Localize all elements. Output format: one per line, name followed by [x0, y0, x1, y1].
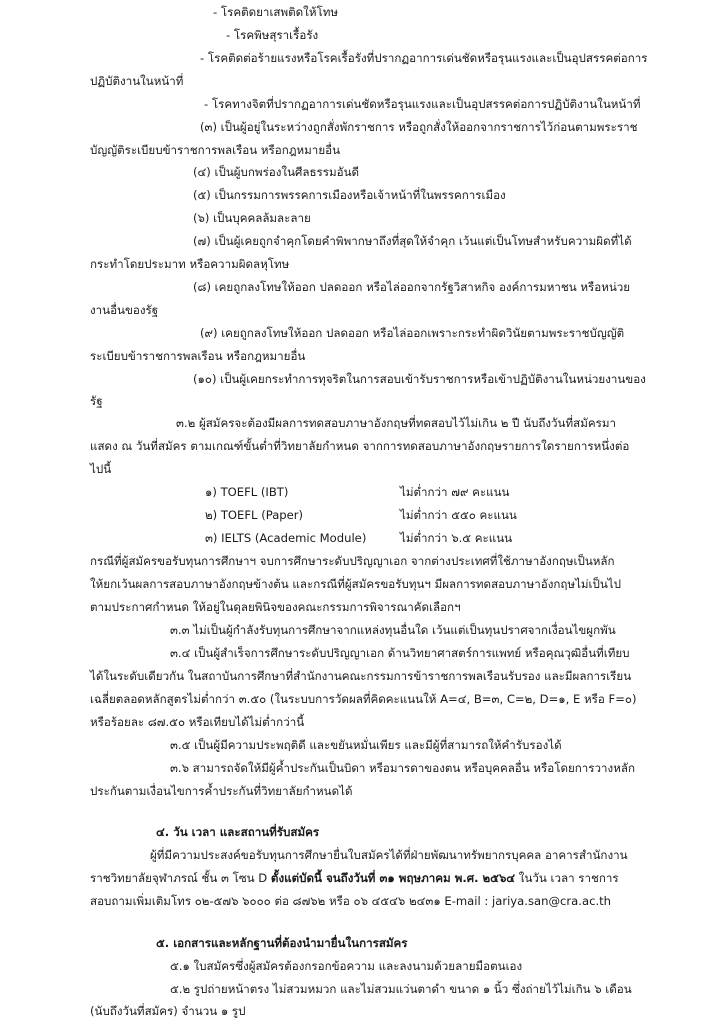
- english-exemption: กรณีที่ผู้สมัครขอรับทุนการศึกษาฯ จบการศึกษาระดับปริญญาเอก จากต่างประเทศที่ใช้ภาษาอังกฤษเป็นหลัก: [90, 554, 615, 568]
- disease-item-contagious-cont: ปฏิบัติงานในหน้าที่: [90, 74, 184, 88]
- english-exemption-cont: ให้ยกเว้นผลการสอบภาษาอังกฤษข้างต้น และกรณีที่ผู้สมัครขอรับทุนฯ มีผลการทดสอบภาษาอังกฤษไม่เป็นไป: [90, 577, 621, 591]
- document-item-5-1: ๕.๑ ใบสมัครซึ่งผู้สมัครต้องกรอกข้อความ และลงนามด้วยลายมือตนเอง: [170, 959, 523, 973]
- disqual-item-4: (๔) เป็นผู้บกพร่องในศีลธรรมอันดี: [193, 165, 360, 179]
- section-4-hours: ในวัน เวลา ราชการ: [515, 871, 619, 885]
- requirement-3-3: ๓.๓ ไม่เป็นผู้กำลังรับทุนการศึกษาจากแหล่งทุนอื่นใด เว้นแต่เป็นทุนปราศจากเงื่อนไขผูกพัน: [170, 623, 616, 637]
- test-min-score: ไม่ต่ำกว่า ๗๙ คะแนน: [400, 485, 510, 499]
- english-requirement-cont: แสดง ณ วันที่สมัคร ตามเกณฑ์ขั้นต่ำที่วิทยาลัยกำหนด จากการทดสอบภาษาอังกฤษรายการใดรายการหนึ่งต่อ: [90, 439, 630, 453]
- disqual-item-9-cont: ระเบียบข้าราชการพลเรือน หรือกฎหมายอื่น: [90, 349, 306, 363]
- requirement-3-6: ๓.๖ สามารถจัดให้มีผู้ค้ำประกันเป็นบิดา หรือมารดาของตน หรือบุคคลอื่น หรือโดยการวางหลัก: [170, 761, 635, 775]
- section-4-text-cont: [90, 870, 619, 886]
- disease-item-alcohol: - โรคพิษสุราเรื้อรัง: [226, 28, 319, 42]
- test-name: ๒) TOEFL (Paper): [205, 508, 304, 522]
- disqual-item-10: (๑๐) เป็นผู้เคยกระทำการทุจริตในการสอบเข้ารับราชการหรือเข้าปฏิบัติงานในหน่วยงานของ: [193, 372, 646, 386]
- test-name: ๑) TOEFL (IBT): [205, 485, 289, 499]
- disease-item-drug: - โรคติดยาเสพติดให้โทษ: [213, 5, 338, 19]
- section-4-text: ผู้ที่มีความประสงค์ขอรับทุนการศึกษายื่นใบสมัครได้ที่ฝ่ายพัฒนาทรัพยากรบุคคล อาคารสำนักงาน: [150, 848, 628, 862]
- requirement-3-4-cont2: เฉลี่ยตลอดหลักสูตรไม่ต่ำกว่า ๓.๕๐ (ในระบบการวัดผลที่คิดคะแนนให้ A=๔, B=๓, C=๒, D=๑, E หรือ F=๐): [90, 692, 637, 706]
- requirement-3-4-cont3: หรือร้อยละ ๘๗.๕๐ หรือเทียบได้ไม่ต่ำกว่านี้: [90, 715, 305, 729]
- english-requirement-cont2: ไปนี้: [90, 462, 112, 476]
- application-deadline: ตั้งแต่บัดนี้ จนถึงวันที่ ๓๑ พฤษภาคม พ.ศ. ๒๕๖๔: [270, 871, 516, 885]
- test-min-score: ไม่ต่ำกว่า ๖.๕ คะแนน: [400, 531, 513, 545]
- document-item-5-2: ๕.๒ รูปถ่ายหน้าตรง ไม่สวมหมวก และไม่สวมแว่นตาดำ ขนาด ๑ นิ้ว ซึ่งถ่ายไว้ไม่เกิน ๖ เดือน: [170, 982, 632, 996]
- requirement-3-6-cont: ประกันตามเงื่อนไขการค้ำประกันที่วิทยาลัยกำหนดได้: [90, 784, 353, 798]
- disease-item-mental: - โรคทางจิตที่ปรากฏอาการเด่นชัดหรือรุนแรงและเป็นอุปสรรคต่อการปฏิบัติงานในหน้าที่: [204, 97, 641, 111]
- disqual-item-3-cont: บัญญัติระเบียบข้าราชการพลเรือน หรือกฎหมายอื่น: [90, 143, 340, 157]
- disqual-item-7: (๗) เป็นผู้เคยถูกจำคุกโดยคำพิพากษาถึงที่สุดให้จำคุก เว้นแต่เป็นโทษสำหรับความผิดที่ได้: [193, 234, 632, 248]
- disqual-item-6: (๖) เป็นบุคคลล้มละลาย: [193, 211, 311, 225]
- disqual-item-8: (๘) เคยถูกลงโทษให้ออก ปลดออก หรือไล่ออกจากรัฐวิสาหกิจ องค์การมหาชน หรือหน่วย: [193, 280, 631, 294]
- disqual-item-8-cont: งานอื่นของรัฐ: [90, 303, 159, 317]
- test-name: ๓) IELTS (Academic Module): [205, 531, 367, 545]
- requirement-3-4: ๓.๔ เป็นผู้สำเร็จการศึกษาระดับปริญญาเอก ด้านวิทยาศาสตร์การแพทย์ หรือคุณวุฒิอื่นที่เทียบ: [170, 646, 630, 660]
- disease-item-contagious: - โรคติดต่อร้ายแรงหรือโรคเรื้อรังที่ปรากฏอาการเด่นชัดหรือรุนแรงและเป็นอุปสรรคต่อการ: [200, 51, 648, 65]
- section-4-location: ราชวิทยาลัยจุฬาภรณ์ ชั้น ๓ โซน D: [90, 871, 271, 885]
- disqual-item-9: (๙) เคยถูกลงโทษให้ออก ปลดออก หรือไล่ออกเพราะกระทำผิดวินัยตามพระราชบัญญัติ: [200, 326, 625, 340]
- english-requirement: ๓.๒ ผู้สมัครจะต้องมีผลการทดสอบภาษาอังกฤษที่ทดสอบไว้ไม่เกิน ๒ ปี นับถึงวันที่สมัครมา: [176, 416, 616, 430]
- section-5-heading: ๕. เอกสารและหลักฐานที่ต้องนำมายื่นในการสมัคร: [156, 936, 408, 950]
- disqual-item-5: (๕) เป็นกรรมการพรรคการเมืองหรือเจ้าหน้าที่ในพรรคการเมือง: [193, 188, 506, 202]
- english-exemption-cont2: ตามประกาศกำหนด ให้อยู่ในดุลยพินิจของคณะกรรมการพิจารณาคัดเลือกฯ: [90, 600, 461, 614]
- disqual-item-7-cont: กระทำโดยประมาท หรือความผิดลหุโทษ: [90, 257, 290, 271]
- test-min-score: ไม่ต่ำกว่า ๕๕๐ คะแนน: [400, 508, 517, 522]
- contact-info: สอบถามเพิ่มเติมโทร ๐๒-๕๗๖ ๖๐๐๐ ต่อ ๘๗๖๒ หรือ ๐๖ ๔๕๔๖ ๒๔๓๑ E-mail : jariya.san@cra.ac.th: [90, 894, 612, 908]
- disqual-item-10-cont: รัฐ: [90, 394, 103, 408]
- requirement-3-4-cont: ได้ในระดับเดียวกัน ในสถาบันการศึกษาที่สำนักงานคณะกรรมการข้าราชการพลเรือนรับรอง และมีผลการเรียน: [90, 669, 632, 683]
- document-item-5-2-cont: (นับถึงวันที่สมัคร) จำนวน ๑ รูป: [90, 1004, 246, 1018]
- disqual-item-3: (๓) เป็นผู้อยู่ในระหว่างถูกสั่งพักราชการ หรือถูกสั่งให้ออกจากราชการไว้ก่อนตามพระราช: [200, 120, 638, 134]
- requirement-3-5: ๓.๕ เป็นผู้มีความประพฤติดี และขยันหมั่นเพียร และมีผู้ที่สามารถให้คำรับรองได้: [170, 738, 562, 752]
- section-4-heading: ๔. วัน เวลา และสถานที่รับสมัคร: [156, 825, 320, 839]
